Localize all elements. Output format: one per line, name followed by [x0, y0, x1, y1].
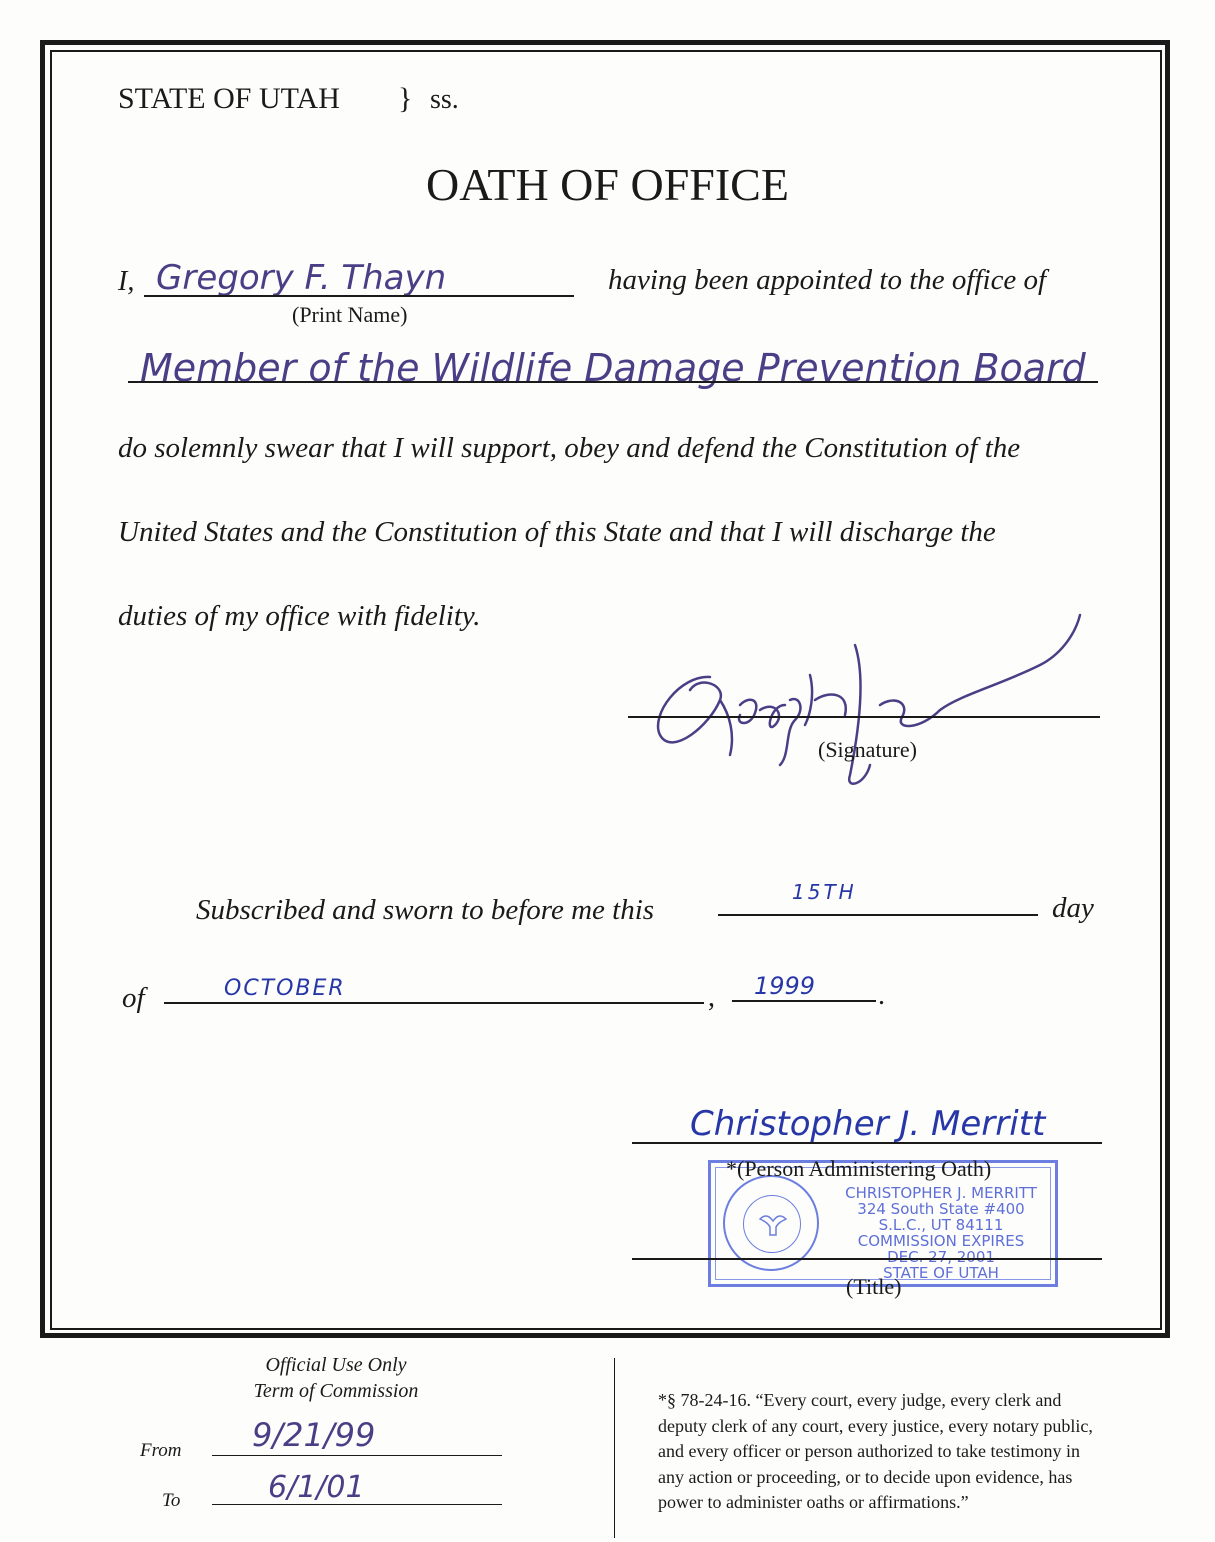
footnote-line: power to administer oaths or affirmations.” — [658, 1492, 969, 1512]
state-label: STATE OF UTAH — [118, 82, 340, 115]
stamp-text-block — [831, 1185, 1051, 1281]
intro-i: I, — [118, 266, 135, 297]
print-name-line — [144, 295, 574, 297]
footnote-line: *§ 78-24-16. “Every court, every judge, every clerk and — [658, 1390, 1062, 1410]
stamp-line: COMMISSION EXPIRES — [857, 1232, 1025, 1250]
oath-line-1: do solemnly swear that I will support, obey and defend the Constitution of the — [118, 432, 1021, 464]
day-word: day — [1052, 892, 1094, 924]
stamp-line: STATE OF UTAH — [883, 1264, 999, 1282]
year-line — [732, 1000, 876, 1002]
footnote-line: deputy clerk of any court, every justice, every notary public, — [658, 1415, 1093, 1436]
office-value: Member of the Wildlife Damage Prevention Board — [140, 346, 1086, 390]
month-line — [164, 1002, 704, 1004]
brace: } — [398, 82, 413, 115]
stamp-line: CHRISTOPHER J. MERRITT — [845, 1184, 1037, 1202]
page-title: OATH OF OFFICE — [426, 159, 789, 210]
footnote-line: and every officer or person authorized to take testimony in — [658, 1441, 1081, 1461]
administering-signature: Christopher J. Merritt — [690, 1104, 1046, 1144]
day-value: 15TH — [792, 880, 857, 904]
office-line — [128, 381, 1098, 383]
from-line — [212, 1455, 502, 1456]
administering-caption: *(Person Administering Oath) — [726, 1156, 992, 1181]
signature-line — [628, 716, 1100, 718]
handwritten-signature — [640, 605, 1090, 805]
to-label: To — [162, 1490, 181, 1511]
appointed-text: having been appointed to the office of — [608, 264, 1047, 296]
title-caption: (Title) — [846, 1274, 902, 1299]
day-line — [718, 914, 1038, 916]
statute-footnote — [658, 1388, 1093, 1516]
stamp-line: S.L.C., UT 84111 — [878, 1216, 1004, 1234]
term-heading: Term of Commission — [253, 1380, 419, 1402]
oath-line-2: United States and the Constitution of this State and that I will discharge the — [118, 516, 996, 548]
footer-divider — [614, 1358, 615, 1538]
from-label: From — [140, 1440, 182, 1461]
subscribed-text: Subscribed and sworn to before me this — [196, 894, 655, 926]
administering-line — [632, 1142, 1102, 1144]
print-name-caption: (Print Name) — [292, 302, 408, 327]
title-line — [632, 1258, 1102, 1260]
to-value: 6/1/01 — [268, 1470, 365, 1505]
stamp-line: DEC. 27, 2001 — [887, 1248, 995, 1266]
footnote-line: any action or proceeding, or to decide upon evidence, has — [658, 1466, 1073, 1487]
oath-line-3: duties of my office with fidelity. — [118, 600, 481, 632]
print-name-value: Gregory F. Thayn — [156, 258, 447, 298]
month-value: OCTOBER — [224, 976, 346, 1001]
state-seal-icon — [723, 1175, 819, 1271]
of-word: of — [122, 982, 145, 1014]
signature-caption: (Signature) — [818, 737, 917, 762]
from-value: 9/21/99 — [252, 1416, 376, 1454]
eagle-icon — [756, 1207, 790, 1241]
to-line — [212, 1504, 502, 1505]
period: . — [878, 980, 885, 1011]
ss-label: ss. — [430, 84, 459, 115]
year-value: 1999 — [754, 972, 816, 1000]
stamp-line: 324 South State #400 — [857, 1200, 1025, 1218]
comma: , — [708, 982, 715, 1013]
official-use-heading: Official Use Only — [265, 1354, 407, 1376]
